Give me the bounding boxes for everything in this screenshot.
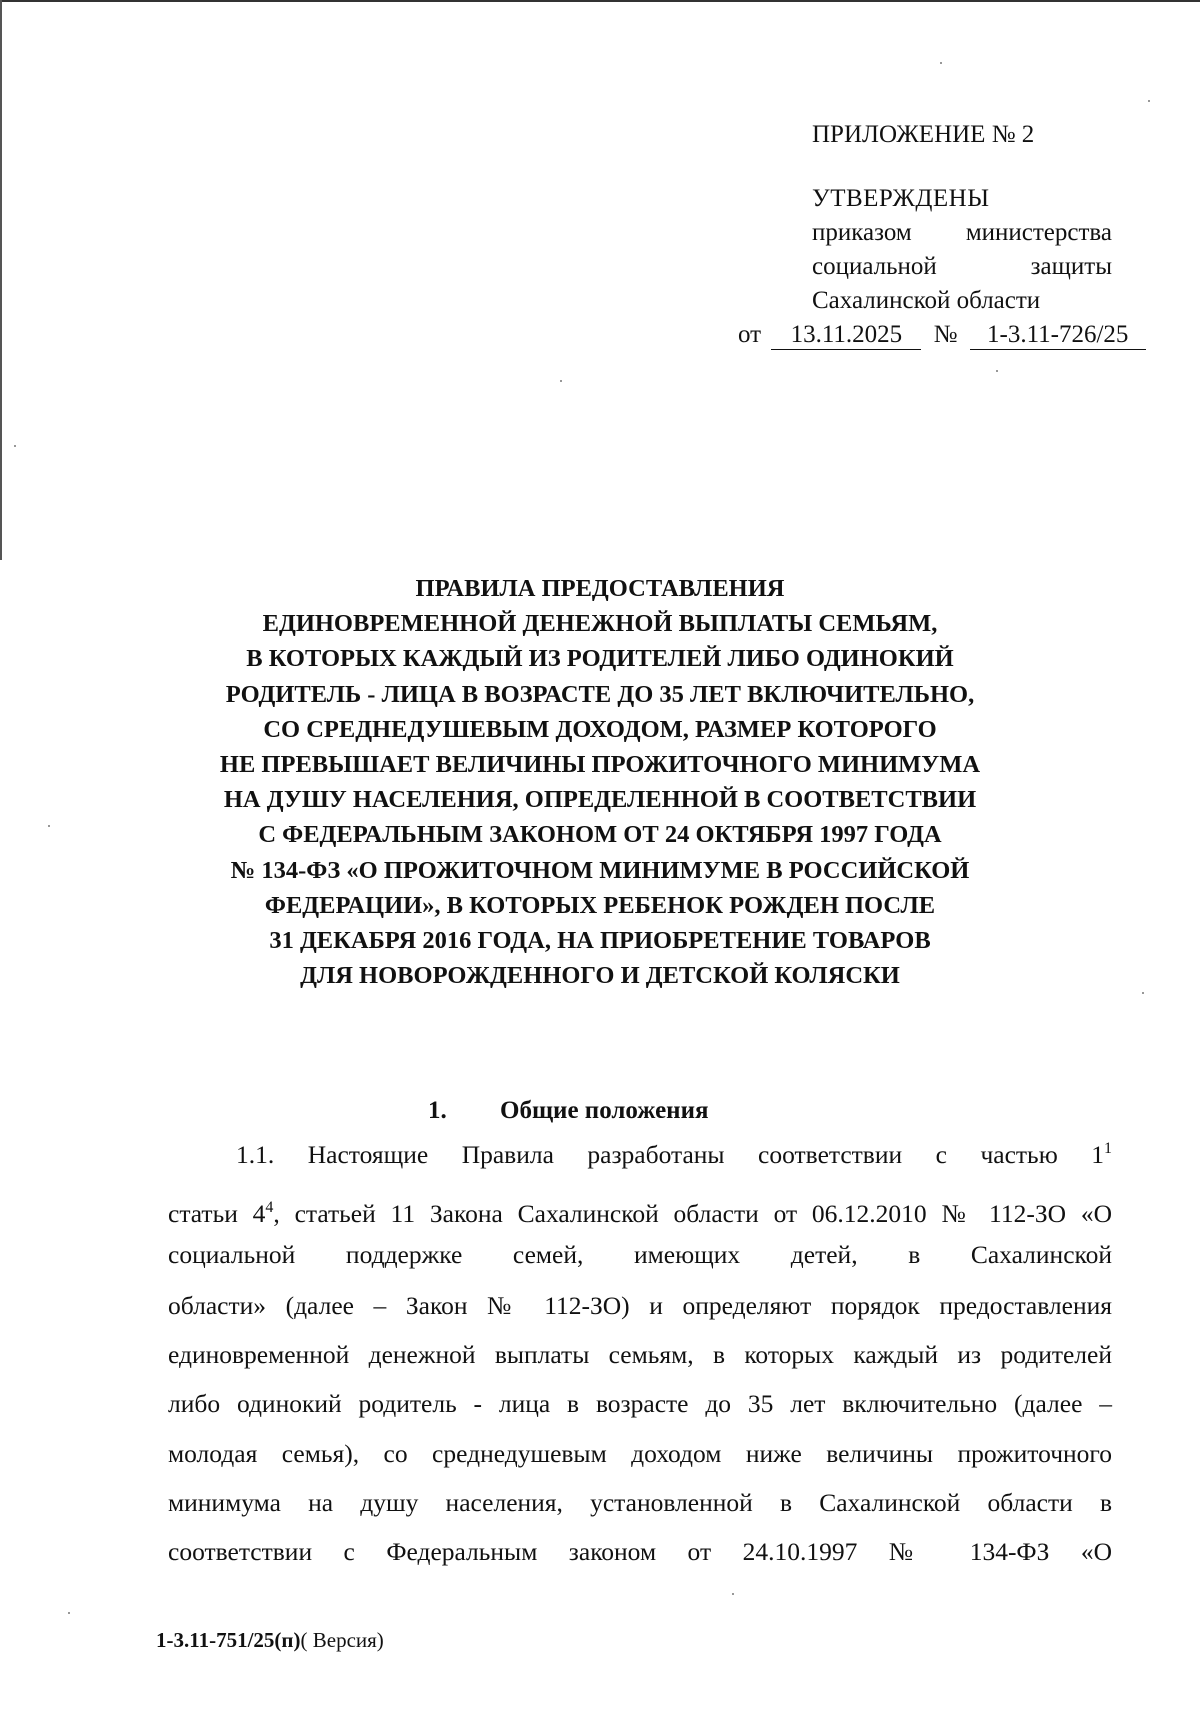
section-title: Общие положения <box>500 1097 709 1124</box>
superscript: 1 <box>1104 1140 1112 1157</box>
title-line: С ФЕДЕРАЛЬНЫМ ЗАКОНОМ ОТ 24 ОКТЯБРЯ 1997 ГОДА <box>258 821 942 849</box>
paragraph-line: либо одинокий родитель - лица в возрасте до 35 лет включительно (далее – <box>168 1389 1112 1418</box>
superscript: 4 <box>265 1199 274 1216</box>
document-title <box>120 571 1080 993</box>
page-left-edge <box>0 0 2 560</box>
approval-block <box>812 118 1132 318</box>
paragraph-line <box>236 1138 1112 1172</box>
paragraph-line: социальной поддержке семей, имеющих детей, в Сахалинской <box>168 1240 1112 1269</box>
title-line: НА ДУШУ НАСЕЛЕНИЯ, ОПРЕДЕЛЕННОЙ В СООТВЕТСТВИИ <box>223 786 977 814</box>
approved-label: УТВЕРЖДЕНЫ <box>812 185 990 212</box>
paragraph-line: минимума на душу населения, установленной в Сахалинской области в <box>168 1488 1112 1517</box>
page-top-edge <box>0 0 1200 2</box>
scan-speck <box>560 380 562 382</box>
scan-speck <box>1142 992 1144 994</box>
paragraph-line: соответствии с Федеральным законом от 24.10.1997 № 134-ФЗ «О <box>168 1537 1112 1566</box>
paragraph-line: области» (далее – Закон № 112-ЗО) и определяют порядок предоставления <box>168 1291 1112 1320</box>
scan-speck <box>1148 100 1150 102</box>
scan-speck <box>68 1612 70 1614</box>
paragraph-line <box>168 1197 1112 1231</box>
title-line: ФЕДЕРАЦИИ», В КОТОРЫХ РЕБЕНОК РОЖДЕН ПОСЛЕ <box>264 891 936 919</box>
title-line: ПРАВИЛА ПРЕДОСТАВЛЕНИЯ <box>415 575 785 602</box>
document-code: 1-3.11-751/25(п) <box>156 1628 301 1652</box>
section-number: 1. <box>428 1097 447 1124</box>
title-line: ЕДИНОВРЕМЕННОЙ ДЕНЕЖНОЙ ВЫПЛАТЫ СЕМЬЯМ, <box>262 610 938 638</box>
order-reference <box>738 318 1146 352</box>
section-heading <box>428 1094 709 1128</box>
appendix-label: ПРИЛОЖЕНИЕ № 2 <box>812 121 1035 148</box>
paragraph-text: , статьей 11 Закона Сахалинской области от 06.12.2010 № 112-ЗО «О <box>273 1199 1112 1228</box>
scan-speck <box>48 825 50 827</box>
paragraph-text: 1.1. Настоящие Правила разработаны соответствии с частью 1 <box>236 1140 1104 1169</box>
title-line: В КОТОРЫХ КАЖДЫЙ ИЗ РОДИТЕЛЕЙ ЛИБО ОДИНОКИЙ <box>246 645 954 673</box>
paragraph-line: молодая семья), со среднедушевым доходом ниже величины прожиточного <box>168 1439 1112 1468</box>
paragraph-text: статьи 4 <box>168 1199 266 1228</box>
paragraph-line: единовременной денежной выплаты семьям, в которых каждый из родителей <box>168 1340 1112 1369</box>
scan-speck <box>940 62 942 64</box>
title-line: НЕ ПРЕВЫШАЕТ ВЕЛИЧИНЫ ПРОЖИТОЧНОГО МИНИМУМА <box>219 751 981 779</box>
order-number-label: № <box>933 321 958 348</box>
title-line: 31 ДЕКАБРЯ 2016 ГОДА, НА ПРИОБРЕТЕНИЕ ТОВАРОВ <box>269 927 931 955</box>
title-line: ДЛЯ НОВОРОЖДЕННОГО И ДЕТСКОЙ КОЛЯСКИ <box>300 962 900 990</box>
title-line: № 134-ФЗ «О ПРОЖИТОЧНОМ МИНИМУМЕ В РОССИЙСКОЙ <box>230 856 970 884</box>
scan-speck <box>14 445 16 447</box>
title-line: РОДИТЕЛЬ - ЛИЦА В ВОЗРАСТЕ ДО 35 ЛЕТ ВКЛЮЧИТЕЛЬНО, <box>225 680 975 708</box>
document-version: ( Версия) <box>300 1628 384 1652</box>
approval-line: Сахалинской области <box>812 287 1041 314</box>
order-date: 13.11.2025 <box>771 321 921 350</box>
title-line: СО СРЕДНЕДУШЕВЫМ ДОХОДОМ, РАЗМЕР КОТОРОГО <box>263 715 937 743</box>
order-number: 1-3.11-726/25 <box>970 321 1146 350</box>
approval-line: социальной защиты <box>812 253 1112 280</box>
scan-speck <box>732 1593 734 1595</box>
approval-line: приказом министерства <box>812 219 1112 246</box>
scan-speck <box>996 370 998 372</box>
document-footer <box>156 1625 384 1655</box>
order-from-label: от <box>738 321 762 348</box>
